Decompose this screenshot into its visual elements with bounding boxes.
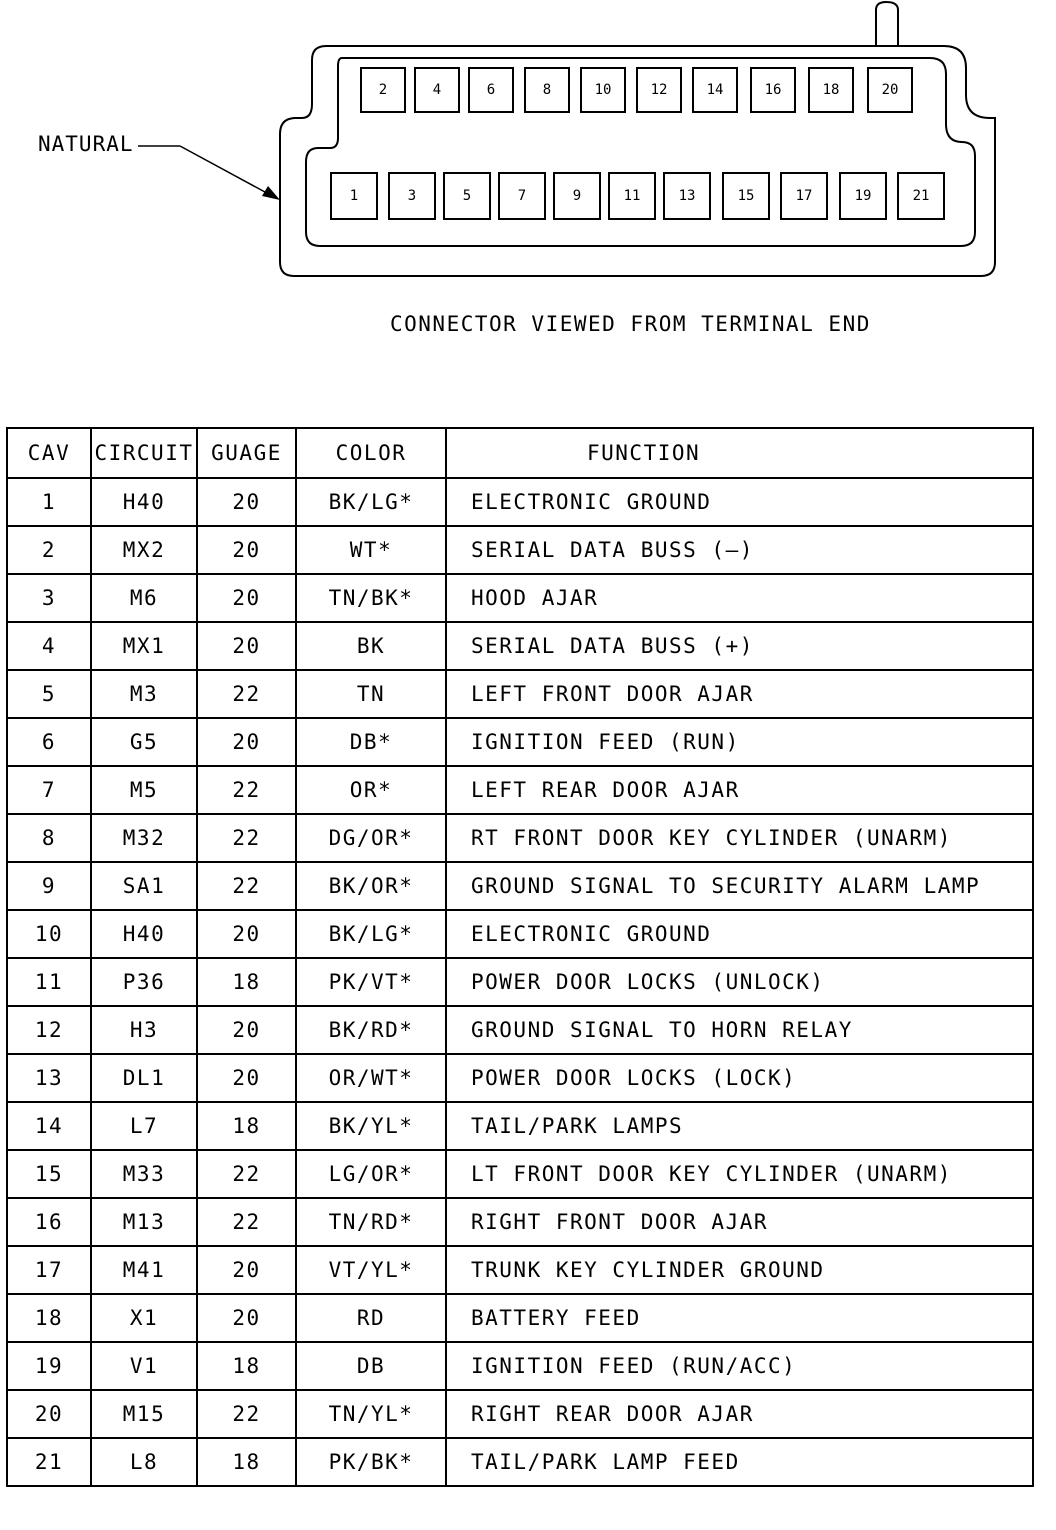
cavity-3: 3 [388, 172, 436, 220]
cavity-9: 9 [553, 172, 601, 220]
color-cell: VT/YL* [296, 1246, 446, 1294]
function-cell: LEFT FRONT DOOR AJAR [446, 670, 1033, 718]
circuit-cell: M13 [91, 1198, 197, 1246]
connector-outline [0, 0, 1056, 300]
circuit-cell: DL1 [91, 1054, 197, 1102]
header-function: FUNCTION [446, 428, 1033, 478]
function-cell: ELECTRONIC GROUND [446, 910, 1033, 958]
circuit-cell: V1 [91, 1342, 197, 1390]
function-cell: GROUND SIGNAL TO SECURITY ALARM LAMP [446, 862, 1033, 910]
table-row [7, 1054, 1033, 1102]
table-row [7, 1342, 1033, 1390]
cav-cell: 10 [7, 910, 91, 958]
circuit-cell: P36 [91, 958, 197, 1006]
gauge-cell: 22 [197, 1198, 296, 1246]
gauge-cell: 20 [197, 622, 296, 670]
function-cell: POWER DOOR LOCKS (LOCK) [446, 1054, 1033, 1102]
function-cell: GROUND SIGNAL TO HORN RELAY [446, 1006, 1033, 1054]
cav-cell: 18 [7, 1294, 91, 1342]
gauge-cell: 20 [197, 910, 296, 958]
table-row [7, 478, 1033, 526]
gauge-cell: 18 [197, 1102, 296, 1150]
cav-cell: 9 [7, 862, 91, 910]
cav-cell: 12 [7, 1006, 91, 1054]
cav-cell: 2 [7, 526, 91, 574]
table-row [7, 526, 1033, 574]
table-row [7, 622, 1033, 670]
cavity-8: 8 [524, 67, 570, 113]
gauge-cell: 22 [197, 670, 296, 718]
color-cell: BK [296, 622, 446, 670]
circuit-cell: M5 [91, 766, 197, 814]
cav-cell: 5 [7, 670, 91, 718]
cavity-16: 16 [750, 67, 796, 113]
cavity-13: 13 [663, 172, 711, 220]
cavity-6: 6 [468, 67, 514, 113]
circuit-cell: M3 [91, 670, 197, 718]
gauge-cell: 22 [197, 1150, 296, 1198]
cavity-20: 20 [867, 67, 913, 113]
function-cell: TAIL/PARK LAMPS [446, 1102, 1033, 1150]
color-cell: WT* [296, 526, 446, 574]
circuit-cell: G5 [91, 718, 197, 766]
color-cell: DB* [296, 718, 446, 766]
pinout-table-body [7, 478, 1033, 1486]
color-cell: TN/BK* [296, 574, 446, 622]
circuit-cell: MX2 [91, 526, 197, 574]
table-row [7, 862, 1033, 910]
color-cell: BK/LG* [296, 910, 446, 958]
cavity-15: 15 [722, 172, 770, 220]
circuit-cell: M33 [91, 1150, 197, 1198]
circuit-cell: L7 [91, 1102, 197, 1150]
circuit-cell: M15 [91, 1390, 197, 1438]
cavity-19: 19 [839, 172, 887, 220]
table-row [7, 814, 1033, 862]
cavity-1: 1 [330, 172, 378, 220]
cav-cell: 6 [7, 718, 91, 766]
table-row [7, 670, 1033, 718]
connector-caption: CONNECTOR VIEWED FROM TERMINAL END [390, 312, 871, 336]
cavity-12: 12 [636, 67, 682, 113]
cavity-7: 7 [498, 172, 546, 220]
gauge-cell: 18 [197, 1342, 296, 1390]
function-cell: ELECTRONIC GROUND [446, 478, 1033, 526]
table-row [7, 718, 1033, 766]
function-cell: RT FRONT DOOR KEY CYLINDER (UNARM) [446, 814, 1033, 862]
table-row [7, 1150, 1033, 1198]
color-cell: OR* [296, 766, 446, 814]
cav-cell: 16 [7, 1198, 91, 1246]
gauge-cell: 20 [197, 1294, 296, 1342]
gauge-cell: 22 [197, 814, 296, 862]
color-cell: DB [296, 1342, 446, 1390]
color-cell: BK/LG* [296, 478, 446, 526]
color-cell: LG/OR* [296, 1150, 446, 1198]
function-cell: SERIAL DATA BUSS (+) [446, 622, 1033, 670]
natural-label: NATURAL [38, 132, 134, 156]
function-cell: IGNITION FEED (RUN) [446, 718, 1033, 766]
function-cell: IGNITION FEED (RUN/ACC) [446, 1342, 1033, 1390]
gauge-cell: 18 [197, 958, 296, 1006]
gauge-cell: 22 [197, 1390, 296, 1438]
color-cell: BK/OR* [296, 862, 446, 910]
table-row [7, 1102, 1033, 1150]
cavity-17: 17 [780, 172, 828, 220]
function-cell: RIGHT FRONT DOOR AJAR [446, 1198, 1033, 1246]
color-cell: PK/BK* [296, 1438, 446, 1486]
color-cell: RD [296, 1294, 446, 1342]
pinout-table [6, 427, 1034, 1487]
function-cell: LT FRONT DOOR KEY CYLINDER (UNARM) [446, 1150, 1033, 1198]
color-cell: BK/YL* [296, 1102, 446, 1150]
function-cell: LEFT REAR DOOR AJAR [446, 766, 1033, 814]
circuit-cell: SA1 [91, 862, 197, 910]
cavity-18: 18 [808, 67, 854, 113]
cav-cell: 13 [7, 1054, 91, 1102]
cav-cell: 7 [7, 766, 91, 814]
gauge-cell: 22 [197, 862, 296, 910]
cav-cell: 21 [7, 1438, 91, 1486]
color-cell: TN [296, 670, 446, 718]
table-row [7, 1294, 1033, 1342]
table-row [7, 958, 1033, 1006]
gauge-cell: 20 [197, 1054, 296, 1102]
color-cell: BK/RD* [296, 1006, 446, 1054]
function-cell: TRUNK KEY CYLINDER GROUND [446, 1246, 1033, 1294]
table-header-row [7, 428, 1033, 478]
gauge-cell: 20 [197, 574, 296, 622]
cavity-10: 10 [580, 67, 626, 113]
color-cell: TN/RD* [296, 1198, 446, 1246]
circuit-cell: M32 [91, 814, 197, 862]
color-cell: DG/OR* [296, 814, 446, 862]
cav-cell: 8 [7, 814, 91, 862]
gauge-cell: 20 [197, 526, 296, 574]
table-row [7, 574, 1033, 622]
table-row [7, 1438, 1033, 1486]
circuit-cell: H3 [91, 1006, 197, 1054]
gauge-cell: 20 [197, 1006, 296, 1054]
gauge-cell: 20 [197, 478, 296, 526]
function-cell: BATTERY FEED [446, 1294, 1033, 1342]
cav-cell: 11 [7, 958, 91, 1006]
cavity-5: 5 [443, 172, 491, 220]
table-row [7, 1006, 1033, 1054]
color-cell: OR/WT* [296, 1054, 446, 1102]
circuit-cell: M6 [91, 574, 197, 622]
circuit-cell: L8 [91, 1438, 197, 1486]
circuit-cell: X1 [91, 1294, 197, 1342]
table-row [7, 910, 1033, 958]
header-circuit: CIRCUIT [91, 428, 197, 478]
cav-cell: 20 [7, 1390, 91, 1438]
function-cell: TAIL/PARK LAMP FEED [446, 1438, 1033, 1486]
color-cell: TN/YL* [296, 1390, 446, 1438]
cavity-2: 2 [360, 67, 406, 113]
circuit-cell: H40 [91, 478, 197, 526]
gauge-cell: 22 [197, 766, 296, 814]
function-cell: RIGHT REAR DOOR AJAR [446, 1390, 1033, 1438]
table-row [7, 1198, 1033, 1246]
circuit-cell: MX1 [91, 622, 197, 670]
function-cell: POWER DOOR LOCKS (UNLOCK) [446, 958, 1033, 1006]
cavity-4: 4 [414, 67, 460, 113]
cavity-11: 11 [608, 172, 656, 220]
table-row [7, 1390, 1033, 1438]
cavity-21: 21 [897, 172, 945, 220]
circuit-cell: H40 [91, 910, 197, 958]
header-color: COLOR [296, 428, 446, 478]
cav-cell: 3 [7, 574, 91, 622]
table-row [7, 1246, 1033, 1294]
cav-cell: 15 [7, 1150, 91, 1198]
header-gauge: GUAGE [197, 428, 296, 478]
header-cav: CAV [7, 428, 91, 478]
cav-cell: 17 [7, 1246, 91, 1294]
function-cell: SERIAL DATA BUSS (—) [446, 526, 1033, 574]
gauge-cell: 20 [197, 1246, 296, 1294]
function-cell: HOOD AJAR [446, 574, 1033, 622]
circuit-cell: M41 [91, 1246, 197, 1294]
cav-cell: 4 [7, 622, 91, 670]
cav-cell: 1 [7, 478, 91, 526]
cav-cell: 19 [7, 1342, 91, 1390]
color-cell: PK/VT* [296, 958, 446, 1006]
gauge-cell: 20 [197, 718, 296, 766]
cav-cell: 14 [7, 1102, 91, 1150]
table-row [7, 766, 1033, 814]
cavity-14: 14 [692, 67, 738, 113]
gauge-cell: 18 [197, 1438, 296, 1486]
